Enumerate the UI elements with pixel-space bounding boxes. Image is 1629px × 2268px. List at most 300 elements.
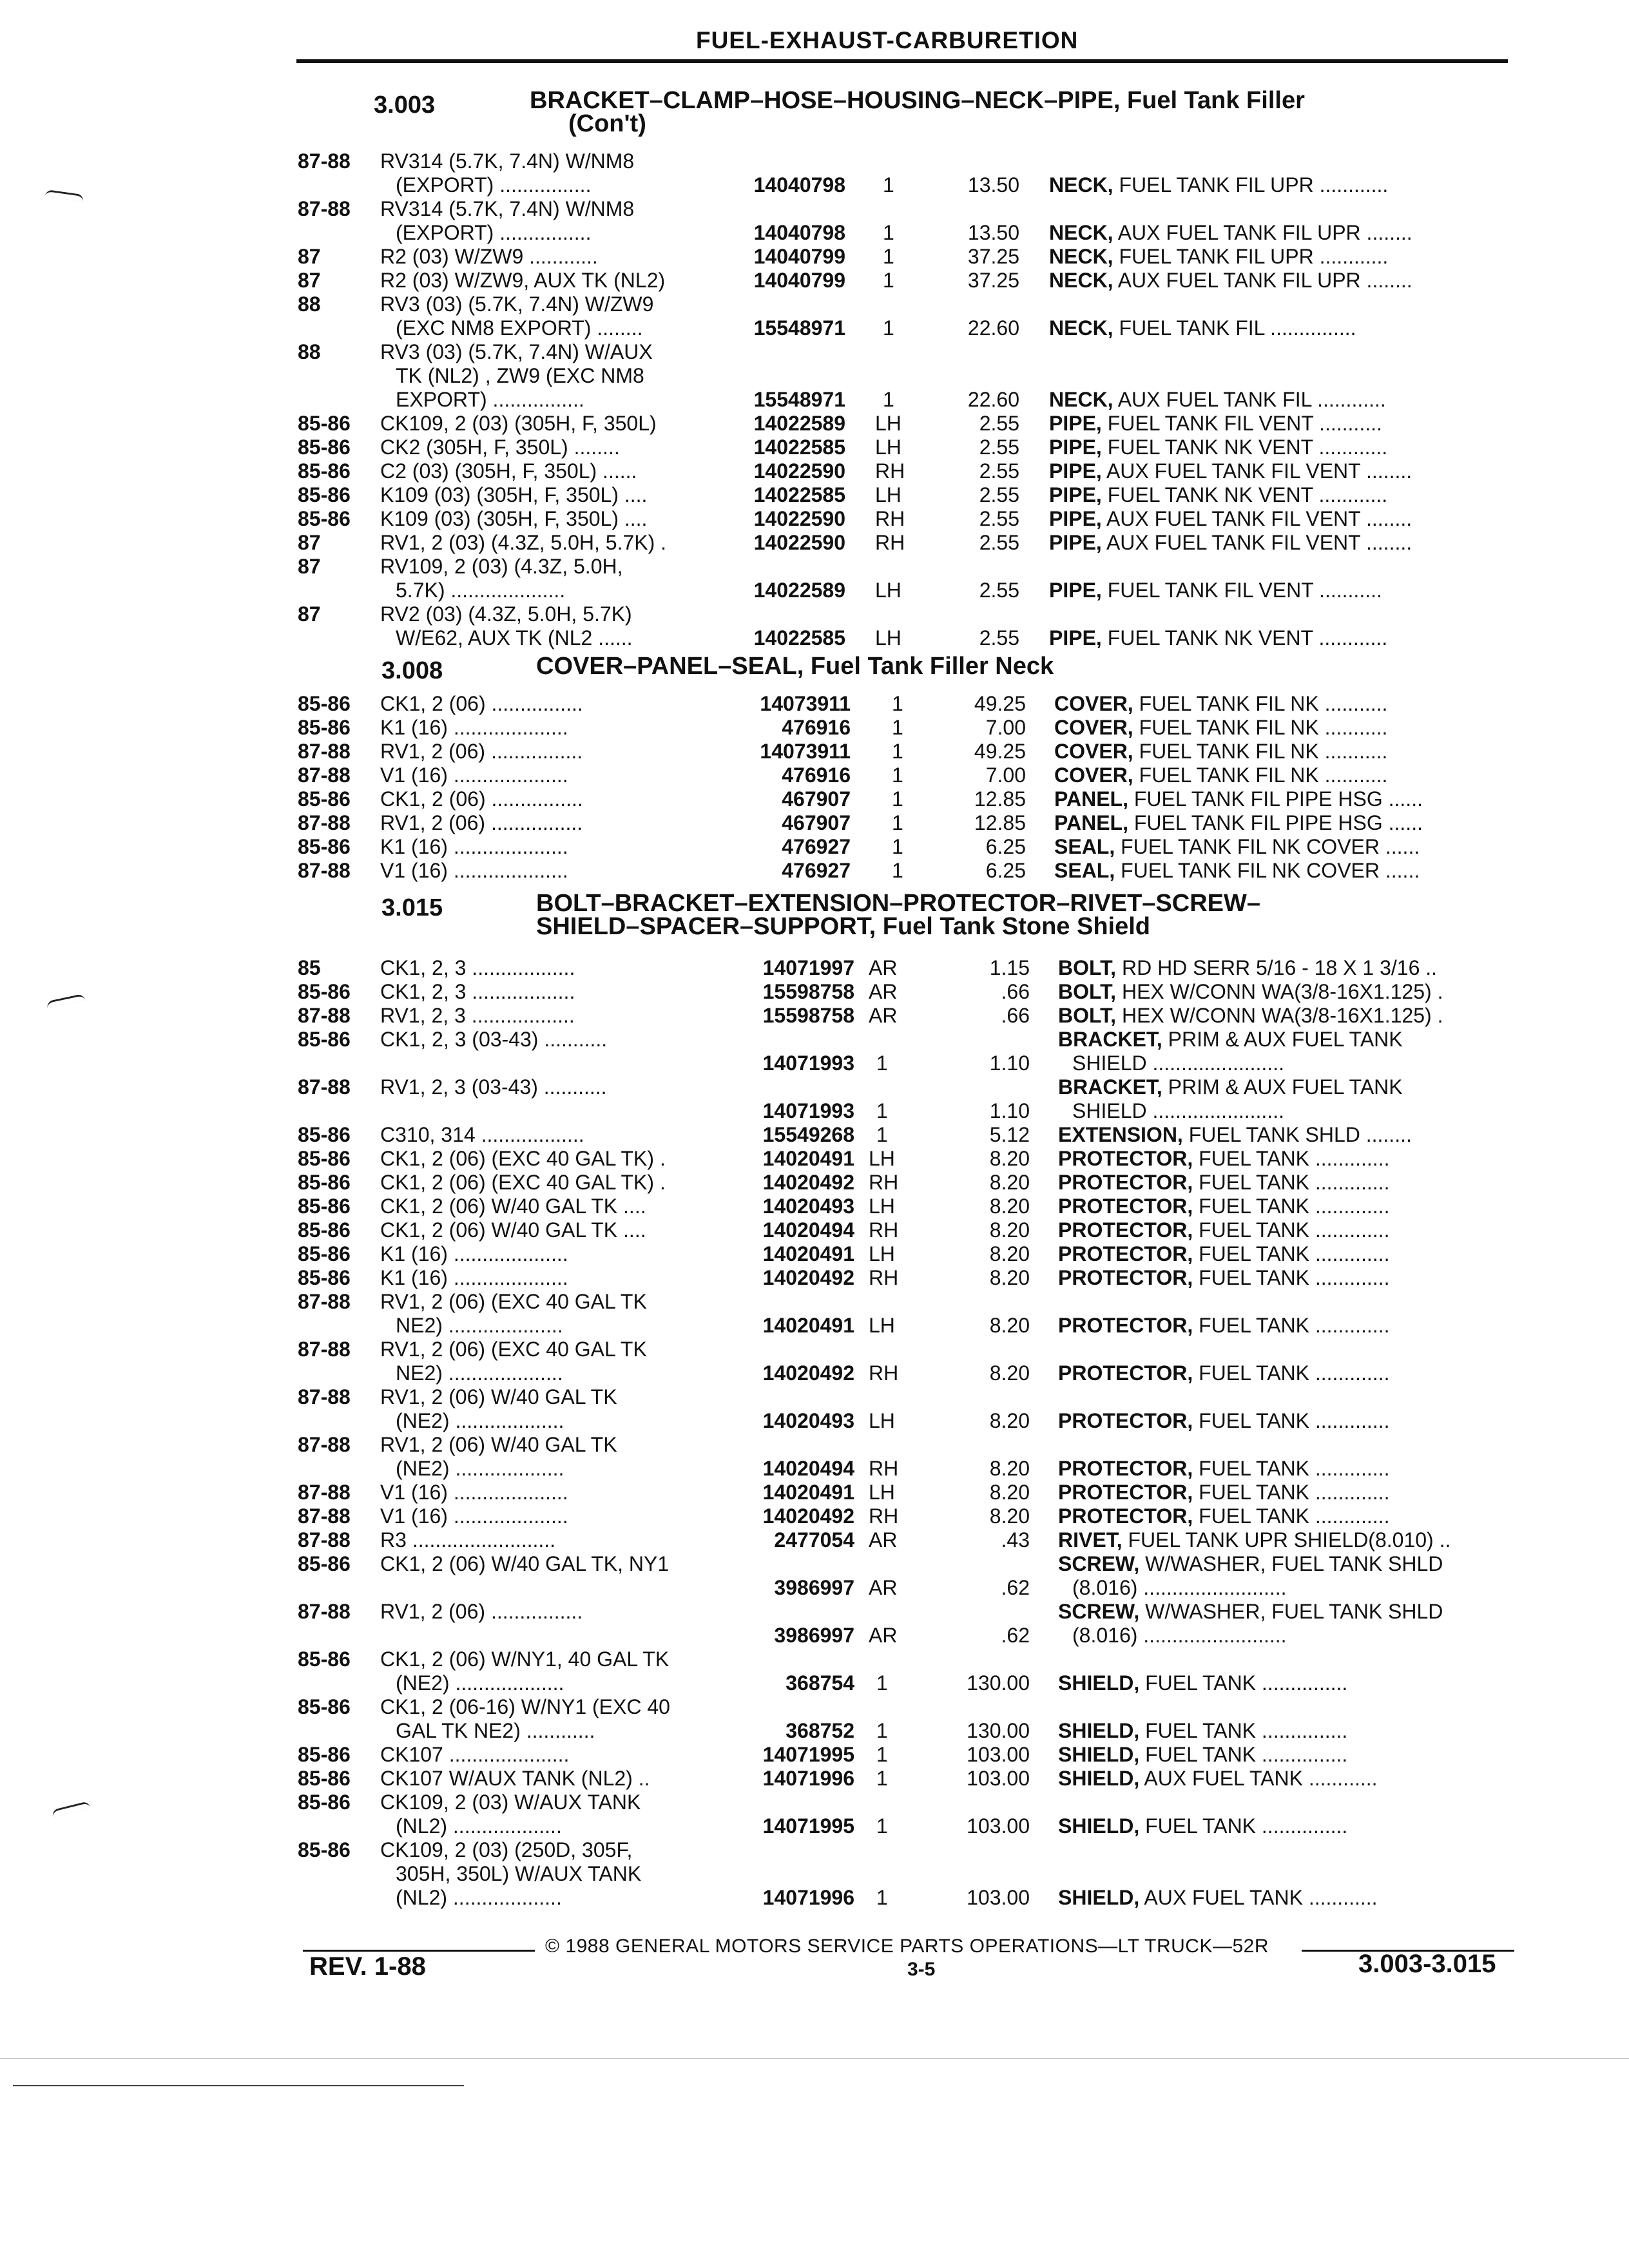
parts-table (0, 692, 1629, 883)
application-description: R2 (03) W/ZW9, AUX TK (NL2) (380, 269, 666, 292)
application-description: CK107 ..................... (380, 1743, 570, 1766)
part-name (1058, 1719, 1522, 1743)
part-name-keyword: PANEL, (1054, 787, 1128, 811)
part-name (1058, 1457, 1522, 1481)
price: 7.00 (985, 764, 1026, 787)
quantity: RH (869, 1218, 899, 1242)
part-name-keyword: PROTECTOR, (1058, 1314, 1193, 1337)
application-description: (EXC NM8 EXPORT) ........ (396, 316, 643, 340)
quantity: AR (869, 956, 898, 979)
part-number: 14020491 (762, 1147, 854, 1170)
table-row (0, 269, 1629, 293)
price: 103.00 (967, 1767, 1030, 1790)
model-years: 87 (298, 555, 321, 578)
section-title-line: BOLT–BRACKET–EXTENSION–PROTECTOR–RIVET–SCREW– (536, 890, 1260, 917)
part-name (1058, 1671, 1522, 1695)
part-name-detail: FUEL TANK ............... (1145, 1814, 1348, 1838)
section-number: 3.015 (381, 894, 443, 921)
page-header (296, 24, 1508, 63)
part-name (1049, 221, 1513, 245)
model-years: 87-88 (298, 859, 351, 882)
part-number: 14071995 (762, 1814, 854, 1838)
table-row (0, 1385, 1629, 1433)
table-row (0, 507, 1629, 531)
application-description: CK1, 2 (06) (EXC 40 GAL TK) . (380, 1171, 666, 1194)
part-name-keyword: PIPE, (1049, 579, 1102, 602)
part-name-detail: FUEL TANK FIL ............... (1119, 316, 1356, 340)
part-name (1058, 1195, 1522, 1218)
table-row (0, 1242, 1629, 1266)
part-name-keyword: PROTECTOR, (1058, 1218, 1193, 1242)
part-number: 14073911 (760, 740, 851, 763)
part-number: 3986997 (774, 1576, 854, 1599)
application-description: W/E62, AUX TK (NL2 ...... (396, 626, 633, 649)
price: .66 (1001, 980, 1030, 1003)
part-number: 14020491 (762, 1242, 854, 1265)
part-name (1058, 1361, 1522, 1385)
part-name-keyword: PROTECTOR, (1058, 1195, 1193, 1218)
table-row (0, 1147, 1629, 1171)
part-number: 15548971 (753, 316, 845, 340)
part-number: 14022585 (753, 483, 845, 506)
part-number: 14020493 (762, 1195, 854, 1218)
part-number: 14071996 (762, 1886, 854, 1909)
table-row (0, 1743, 1629, 1767)
part-name (1049, 507, 1513, 531)
quantity: 1 (883, 245, 894, 268)
part-name-detail: AUX FUEL TANK FIL VENT ........ (1106, 531, 1412, 554)
price: 103.00 (967, 1814, 1030, 1838)
application-description: V1 (16) .................... (380, 1481, 568, 1504)
part-name-keyword: NECK, (1049, 173, 1113, 197)
part-name-keyword: PROTECTOR, (1058, 1242, 1193, 1265)
part-name-keyword: COVER, (1054, 716, 1133, 739)
part-name-detail: FUEL TANK FIL VENT ........... (1107, 579, 1382, 602)
part-number: 14071993 (762, 1099, 854, 1122)
part-name (1049, 269, 1513, 293)
section-title-line: SHIELD–SPACER–SUPPORT, Fuel Tank Stone Shield (536, 913, 1150, 940)
part-number: 15549268 (762, 1123, 854, 1146)
model-years: 87-88 (298, 740, 351, 763)
application-description: RV314 (5.7K, 7.4N) W/NM8 (380, 149, 635, 173)
quantity: LH (869, 1147, 895, 1170)
part-name (1054, 692, 1518, 716)
part-name (1049, 245, 1513, 269)
application-description: TK (NL2) , ZW9 (EXC NM8 (396, 364, 644, 387)
table-row (0, 1600, 1629, 1648)
price: 8.20 (989, 1409, 1030, 1432)
part-name-detail: FUEL TANK FIL PIPE HSG ...... (1133, 787, 1423, 811)
table-row (0, 764, 1629, 787)
section-title (536, 655, 1054, 678)
part-name (1058, 1242, 1522, 1266)
footer-revision: REV. 1-88 (309, 1952, 426, 1981)
part-name-detail: FUEL TANK ............. (1199, 1171, 1390, 1194)
model-years: 85-86 (298, 507, 351, 530)
part-name-keyword: BOLT, (1058, 956, 1117, 979)
application-description: CK2 (305H, F, 350L) ........ (380, 436, 620, 459)
part-number: 14022585 (753, 626, 845, 649)
application-description: V1 (16) .................... (380, 1504, 568, 1528)
quantity: 1 (876, 1052, 888, 1075)
model-years: 85-86 (298, 787, 351, 811)
application-description: NE2) .................... (396, 1314, 563, 1337)
part-number: 14022590 (753, 459, 845, 483)
application-description: K109 (03) (305H, F, 350L) .... (380, 483, 648, 506)
application-description: CK1, 2 (06) ................ (380, 692, 583, 715)
model-years: 87-88 (298, 1600, 351, 1623)
part-number: 2477054 (774, 1528, 854, 1552)
model-years: 87-88 (298, 1528, 351, 1552)
part-name-keyword: PIPE, (1049, 531, 1102, 554)
part-name-keyword: PROTECTOR, (1058, 1361, 1193, 1385)
quantity: 1 (892, 811, 903, 834)
application-description: CK1, 2 (06) W/NY1, 40 GAL TK (380, 1648, 670, 1671)
table-row (0, 436, 1629, 459)
price: 8.20 (989, 1242, 1030, 1265)
application-description: K1 (16) .................... (380, 1242, 568, 1265)
part-name-detail: RD HD SERR 5/16 - 18 X 1 3/16 .. (1121, 956, 1438, 979)
table-row (0, 293, 1629, 340)
quantity: RH (875, 531, 905, 554)
part-name-keyword: PIPE, (1049, 436, 1102, 459)
part-name (1049, 483, 1513, 507)
part-name (1058, 1266, 1522, 1290)
section-number: 3.003 (374, 91, 436, 119)
model-years: 87-88 (298, 1481, 351, 1504)
model-years: 87 (298, 245, 321, 268)
price: 2.55 (979, 531, 1019, 554)
model-years: 87-88 (298, 1004, 351, 1027)
part-name-keyword: COVER, (1054, 692, 1133, 715)
table-row (0, 1481, 1629, 1504)
model-years: 85-86 (298, 716, 351, 739)
application-description: RV1, 2, 3 .................. (380, 1004, 575, 1027)
part-number: 14022590 (753, 507, 845, 530)
part-name (1058, 1552, 1522, 1576)
quantity: RH (875, 507, 905, 530)
model-years: 85-86 (298, 692, 351, 715)
part-name-keyword: PROTECTOR, (1058, 1504, 1193, 1528)
quantity: 1 (876, 1671, 888, 1695)
price: 2.55 (979, 626, 1019, 649)
quantity: 1 (892, 835, 903, 858)
part-number: 15598758 (762, 1004, 854, 1027)
price: 8.20 (989, 1314, 1030, 1337)
quantity: LH (875, 483, 901, 506)
price: 7.00 (985, 716, 1026, 739)
application-description: CK1, 2 (06) W/40 GAL TK .... (380, 1218, 646, 1242)
application-description: CK109, 2 (03) (305H, F, 350L) (380, 412, 657, 435)
price: 2.55 (979, 507, 1019, 530)
price: 8.20 (989, 1171, 1030, 1194)
application-description: RV1, 2 (03) (4.3Z, 5.0H, 5.7K) . (380, 531, 667, 554)
application-description: RV3 (03) (5.7K, 7.4N) W/AUX (380, 340, 653, 363)
table-row (0, 1266, 1629, 1290)
model-years: 85-86 (298, 1648, 351, 1671)
quantity: 1 (892, 740, 903, 763)
price: 37.25 (967, 269, 1019, 292)
quantity: 1 (876, 1743, 888, 1766)
table-row (0, 716, 1629, 740)
quantity: 1 (876, 1886, 888, 1909)
part-name (1049, 173, 1513, 197)
model-years: 85-86 (298, 1767, 351, 1790)
application-description: CK109, 2 (03) W/AUX TANK (380, 1791, 641, 1814)
application-description: (NE2) ................... (396, 1671, 564, 1695)
part-number: 368754 (786, 1671, 854, 1695)
part-name-keyword: PROTECTOR, (1058, 1481, 1193, 1504)
footer-page-number: 3-5 (907, 1959, 936, 1980)
application-description: (NE2) ................... (396, 1457, 564, 1480)
part-name (1058, 956, 1522, 980)
price: 5.12 (989, 1123, 1030, 1146)
application-description: K109 (03) (305H, F, 350L) .... (380, 507, 648, 530)
quantity: LH (869, 1314, 895, 1337)
table-row (0, 483, 1629, 507)
quantity: 1 (883, 269, 894, 292)
part-name-detail: PRIM & AUX FUEL TANK (1168, 1075, 1403, 1099)
part-name (1049, 316, 1513, 340)
price: 8.20 (989, 1457, 1030, 1480)
part-number: 14022589 (753, 579, 845, 602)
part-number: 467907 (782, 787, 851, 811)
part-name-keyword: SHIELD, (1058, 1671, 1140, 1695)
quantity: LH (869, 1195, 895, 1218)
part-name (1054, 716, 1518, 740)
part-name: (8.016) ......................... (1072, 1624, 1287, 1647)
application-description: CK1, 2 (06) W/40 GAL TK .... (380, 1195, 646, 1218)
part-name-detail: PRIM & AUX FUEL TANK (1168, 1028, 1403, 1051)
part-name-detail: FUEL TANK UPR SHIELD(8.010) .. (1128, 1528, 1451, 1552)
part-name-keyword: PROTECTOR, (1058, 1147, 1193, 1170)
quantity: LH (869, 1409, 895, 1432)
table-row (0, 980, 1629, 1004)
part-name (1049, 531, 1513, 555)
application-description: RV1, 2 (06) (EXC 40 GAL TK (380, 1338, 647, 1361)
model-years: 85-86 (298, 1147, 351, 1170)
part-name-keyword: NECK, (1049, 221, 1113, 244)
part-name-detail: FUEL TANK ............... (1145, 1743, 1348, 1766)
part-name-keyword: PROTECTOR, (1058, 1266, 1193, 1289)
model-years: 87-88 (298, 149, 351, 173)
part-name-detail: FUEL TANK ............. (1199, 1481, 1390, 1504)
part-name (1058, 1075, 1522, 1099)
part-name-keyword: COVER, (1054, 764, 1133, 787)
model-years: 85-86 (298, 1218, 351, 1242)
parts-table (0, 956, 1629, 1910)
part-name-keyword: SEAL, (1054, 859, 1115, 882)
model-years: 85-86 (298, 1123, 351, 1146)
quantity: 1 (892, 859, 903, 882)
part-name (1054, 835, 1518, 859)
table-row (0, 787, 1629, 811)
part-name (1058, 1409, 1522, 1433)
model-years: 87 (298, 269, 321, 292)
section-title-line: (Con't) (568, 110, 646, 137)
table-row (0, 956, 1629, 980)
application-description: K1 (16) .................... (380, 1266, 568, 1289)
model-years: 87-88 (298, 1338, 351, 1361)
application-description: CK107 W/AUX TANK (NL2) .. (380, 1767, 650, 1790)
model-years: 87-88 (298, 1504, 351, 1528)
part-name-keyword: COVER, (1054, 740, 1133, 763)
part-name (1058, 1743, 1522, 1767)
model-years: 85-86 (298, 1791, 351, 1814)
table-row (0, 1528, 1629, 1552)
part-name-keyword: BOLT, (1058, 1004, 1117, 1027)
quantity: RH (869, 1457, 899, 1480)
model-years: 85-86 (298, 436, 351, 459)
part-name-keyword: PIPE, (1049, 412, 1102, 435)
application-description: RV314 (5.7K, 7.4N) W/NM8 (380, 197, 635, 220)
application-description: V1 (16) .................... (380, 859, 568, 882)
part-name-keyword: PIPE, (1049, 626, 1102, 649)
table-row (0, 245, 1629, 269)
part-name-keyword: NECK, (1049, 269, 1113, 292)
quantity: 1 (892, 764, 903, 787)
application-description: GAL TK NE2) ............ (396, 1719, 595, 1742)
price: 2.55 (979, 412, 1019, 435)
table-row (0, 740, 1629, 764)
table-row (0, 197, 1629, 245)
part-name-detail: AUX FUEL TANK FIL UPR ........ (1117, 269, 1412, 292)
model-years: 85-86 (298, 1266, 351, 1289)
part-name (1058, 1218, 1522, 1242)
quantity: LH (869, 1242, 895, 1265)
part-name-detail: FUEL TANK ............. (1199, 1457, 1390, 1480)
part-name-keyword: RIVET, (1058, 1528, 1123, 1552)
section-number: 3.008 (381, 657, 443, 684)
part-name-detail: FUEL TANK ............. (1199, 1195, 1390, 1218)
model-years: 87-88 (298, 197, 351, 220)
quantity: 1 (876, 1099, 888, 1122)
model-years: 85-86 (298, 459, 351, 483)
part-name: SHIELD ....................... (1072, 1052, 1284, 1075)
scan-edge-line-2 (13, 2085, 464, 2086)
part-name (1058, 1171, 1522, 1195)
part-number: 14022589 (753, 412, 845, 435)
application-description: (NL2) ................... (396, 1814, 562, 1838)
table-row (0, 1433, 1629, 1481)
part-number: 15548971 (753, 388, 845, 411)
table-row (0, 1504, 1629, 1528)
part-number: 14020493 (762, 1409, 854, 1432)
table-row (0, 1075, 1629, 1123)
part-name-keyword: PANEL, (1054, 811, 1128, 834)
part-number: 14071997 (762, 956, 854, 979)
application-description: CK1, 2 (06) (EXC 40 GAL TK) . (380, 1147, 666, 1170)
table-row (0, 1218, 1629, 1242)
price: .43 (1001, 1528, 1030, 1552)
price: 2.55 (979, 483, 1019, 506)
model-years: 87 (298, 602, 321, 626)
application-description: 305H, 350L) W/AUX TANK (396, 1862, 642, 1885)
part-name (1049, 412, 1513, 436)
quantity: LH (875, 626, 901, 649)
part-name-keyword: NECK, (1049, 316, 1113, 340)
part-name-keyword: PIPE, (1049, 483, 1102, 506)
model-years: 87-88 (298, 764, 351, 787)
quantity: LH (875, 579, 901, 602)
part-name-detail: FUEL TANK ............. (1199, 1361, 1390, 1385)
part-name (1054, 859, 1518, 883)
quantity: RH (875, 459, 905, 483)
part-name-detail: HEX W/CONN WA(3/8-16X1.125) . (1121, 1004, 1443, 1027)
table-row (0, 1171, 1629, 1195)
model-years: 85-86 (298, 1695, 351, 1718)
part-name-detail: FUEL TANK FIL NK ........... (1139, 764, 1388, 787)
model-years: 85 (298, 956, 321, 979)
model-years: 85-86 (298, 483, 351, 506)
part-name-detail: FUEL TANK ............. (1199, 1266, 1390, 1289)
part-name-detail: AUX FUEL TANK FIL ............ (1117, 388, 1386, 411)
model-years: 87-88 (298, 1290, 351, 1313)
price: 1.10 (989, 1052, 1030, 1075)
part-name-keyword: BRACKET, (1058, 1028, 1162, 1051)
part-name-keyword: SHIELD, (1058, 1767, 1140, 1790)
table-row (0, 1695, 1629, 1743)
part-name-detail: FUEL TANK NK VENT ............ (1107, 436, 1388, 459)
price: 130.00 (967, 1719, 1030, 1742)
application-description: RV1, 2 (06) W/40 GAL TK (380, 1385, 617, 1408)
application-description: CK1, 2 (06) ................ (380, 787, 583, 811)
quantity: AR (869, 1624, 898, 1647)
part-number: 476927 (782, 859, 851, 882)
quantity: RH (869, 1171, 899, 1194)
model-years: 85-86 (298, 980, 351, 1003)
part-name (1058, 1123, 1522, 1147)
application-description: C310, 314 .................. (380, 1123, 584, 1146)
model-years: 85-86 (298, 1743, 351, 1766)
quantity: LH (875, 436, 901, 459)
part-number: 14020491 (762, 1481, 854, 1504)
price: 8.20 (989, 1218, 1030, 1242)
part-name (1058, 1028, 1522, 1052)
part-name-keyword: SCREW, (1058, 1600, 1140, 1623)
part-name-detail: AUX FUEL TANK FIL UPR ........ (1117, 221, 1412, 244)
part-name-detail: FUEL TANK ............. (1199, 1409, 1390, 1432)
table-row (0, 340, 1629, 412)
part-name (1049, 388, 1513, 412)
part-name-detail: FUEL TANK FIL UPR ............ (1119, 173, 1389, 197)
price: 12.85 (974, 787, 1026, 811)
part-name-keyword: PROTECTOR, (1058, 1409, 1193, 1432)
part-name-keyword: SHIELD, (1058, 1743, 1140, 1766)
table-row (0, 1028, 1629, 1075)
application-description: CK1, 2 (06-16) W/NY1 (EXC 40 (380, 1695, 670, 1718)
price: 22.60 (967, 316, 1019, 340)
part-name (1058, 1814, 1522, 1838)
part-name-detail: FUEL TANK ............. (1199, 1242, 1390, 1265)
quantity: LH (869, 1481, 895, 1504)
quantity: AR (869, 1576, 898, 1599)
application-description: K1 (16) .................... (380, 716, 568, 739)
part-name-detail: FUEL TANK ............... (1145, 1671, 1348, 1695)
table-row (0, 811, 1629, 835)
model-years: 88 (298, 340, 321, 363)
section-title-line: BRACKET–CLAMP–HOSE–HOUSING–NECK–PIPE, Fuel Tank Filler (530, 87, 1305, 114)
part-name (1049, 459, 1513, 483)
part-number: 476916 (782, 764, 851, 787)
quantity: 1 (876, 1719, 888, 1742)
table-row (0, 1123, 1629, 1147)
part-name-keyword: SHIELD, (1058, 1719, 1140, 1742)
part-number: 14071996 (762, 1767, 854, 1790)
part-name-detail: FUEL TANK FIL VENT ........... (1107, 412, 1382, 435)
price: 1.10 (989, 1099, 1030, 1122)
model-years: 88 (298, 293, 321, 316)
